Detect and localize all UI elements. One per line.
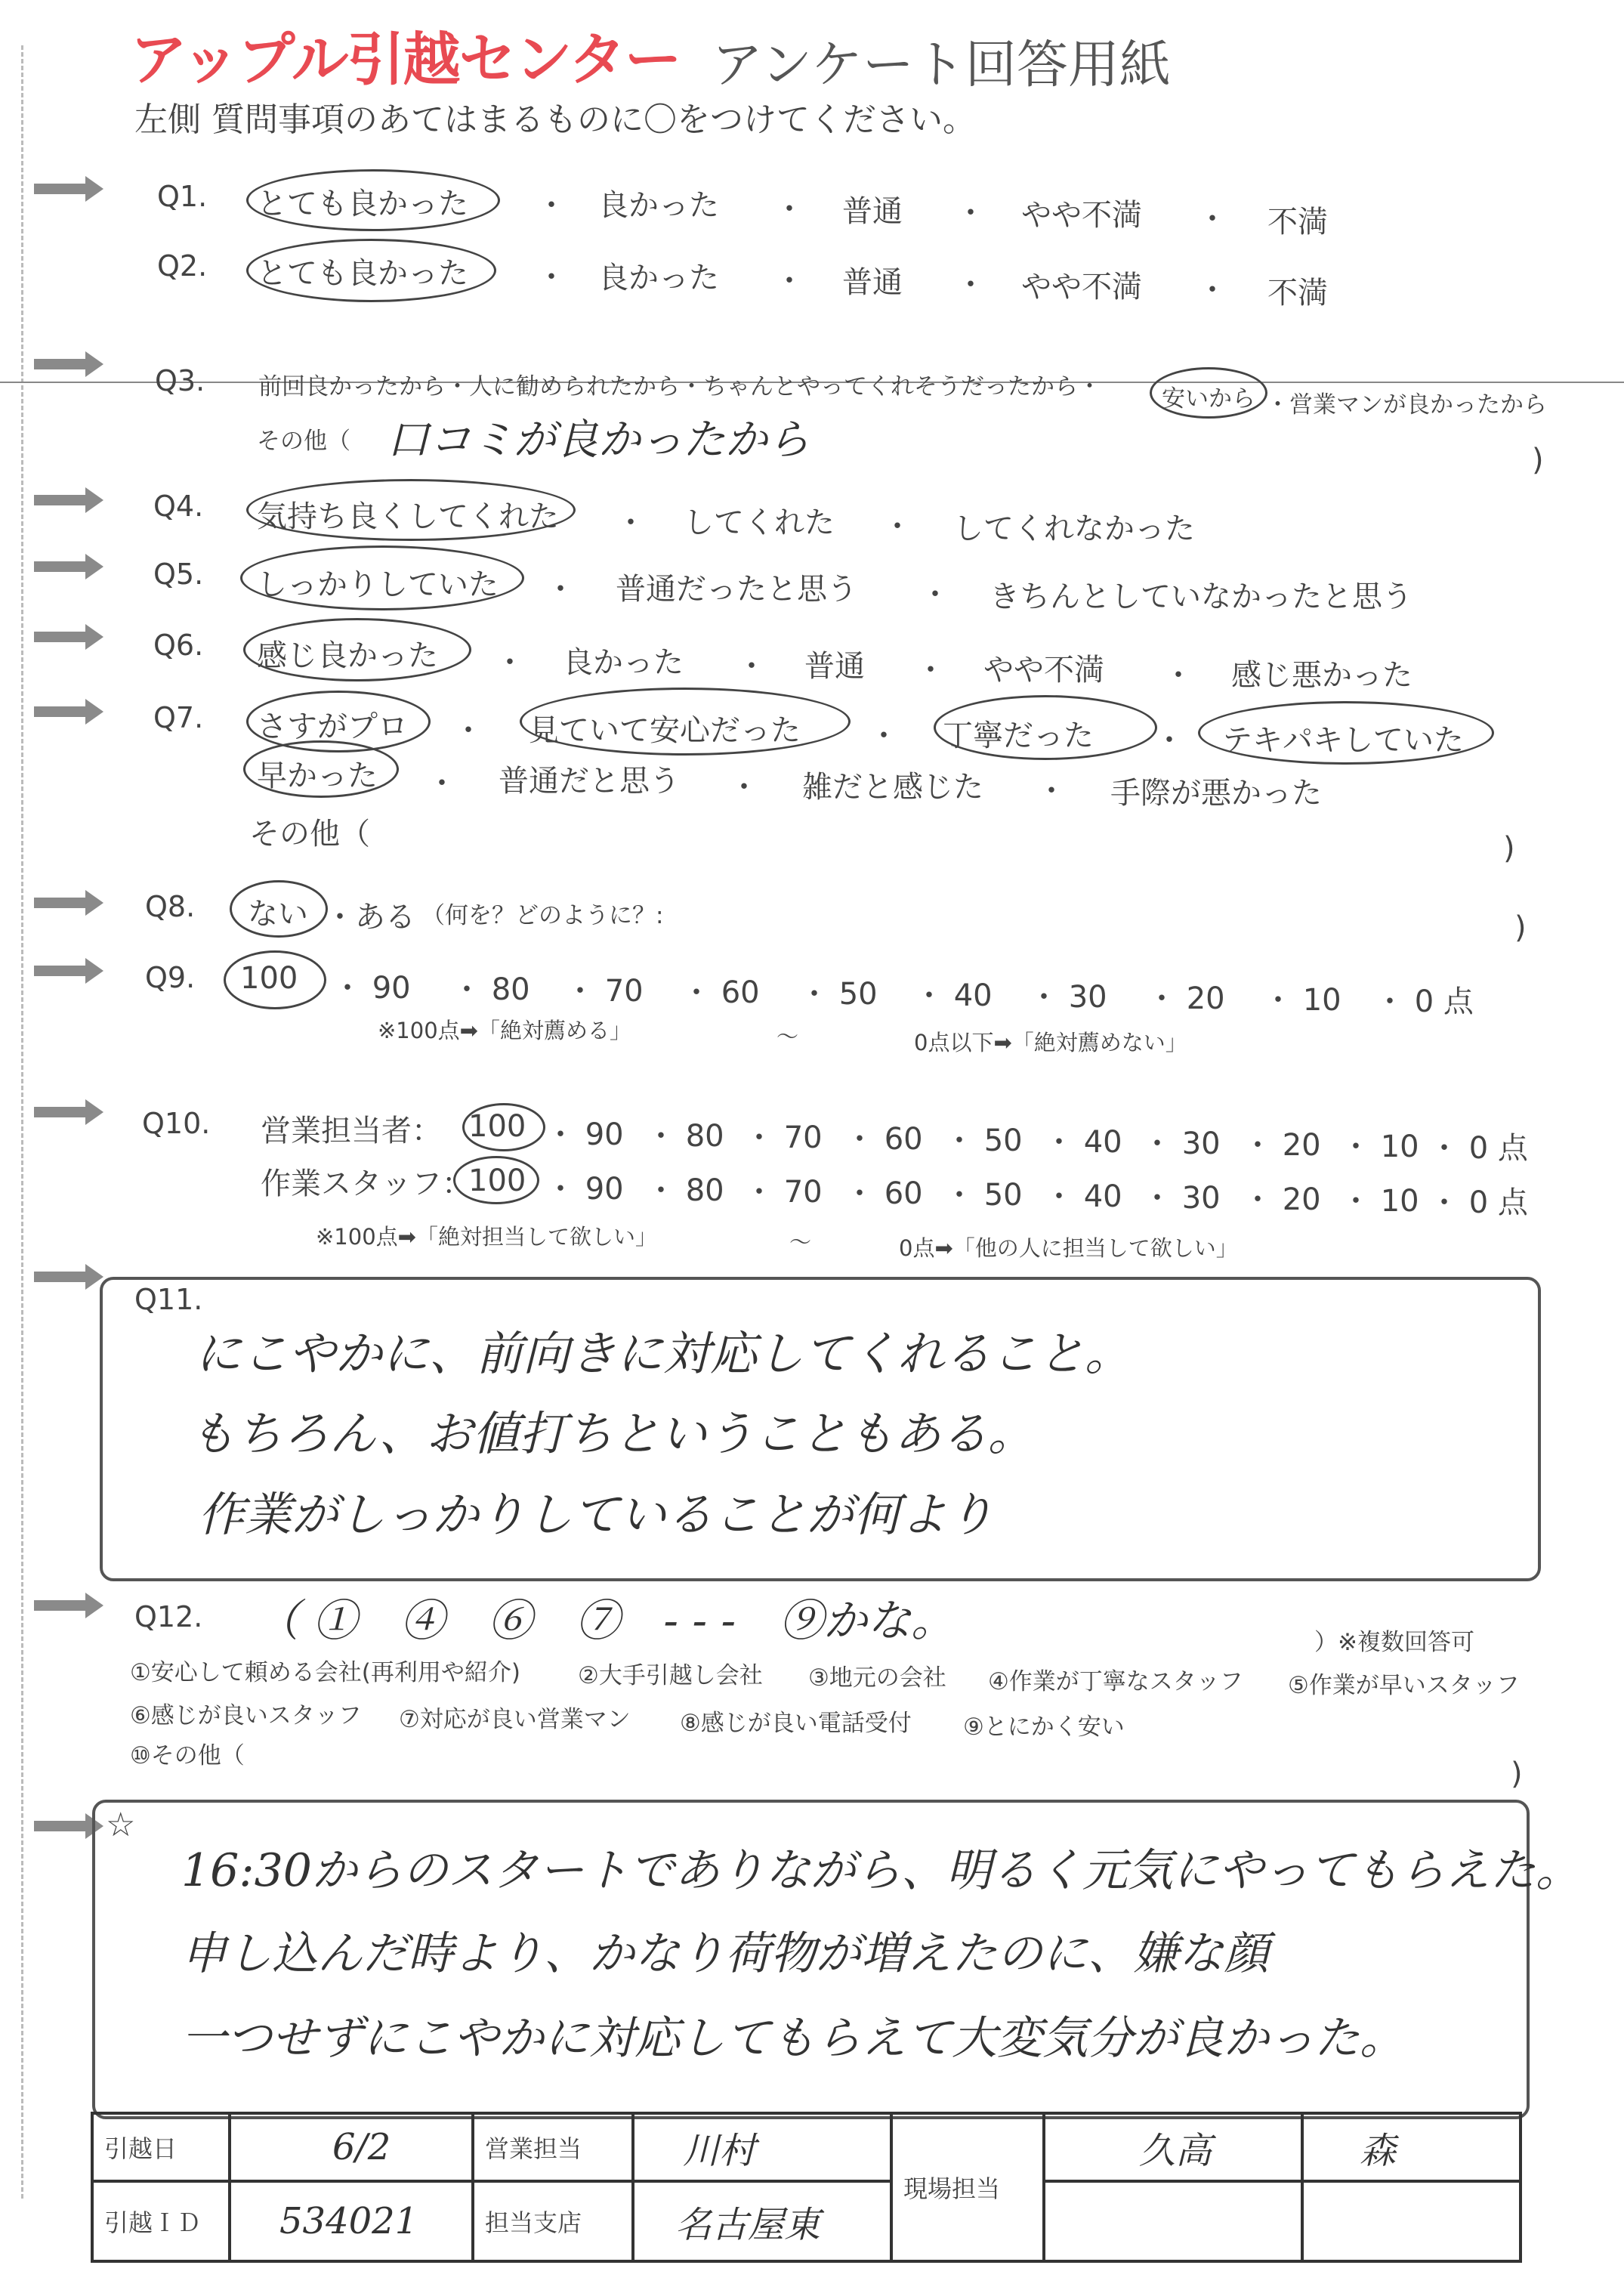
q12-option[interactable]: ⑧感じが良い電話受付 — [680, 1710, 912, 1737]
star-icon: ☆ — [106, 1806, 136, 1844]
q8-option-no[interactable]: ない — [248, 897, 308, 932]
comment-handwritten-line: 16:30からのスタートでありながら、明るく元気にやってもらえた。 — [181, 1844, 1581, 1897]
q8-label: Q8. — [145, 890, 196, 923]
q10-staff-score[interactable]: ・ 30 — [1142, 1181, 1221, 1216]
q10-sales-score[interactable]: ・ 0 点 — [1429, 1131, 1528, 1166]
q6-sep: ・ — [495, 645, 525, 680]
q9-score[interactable]: ・ 10 — [1263, 983, 1341, 1018]
q10-label: Q10. — [142, 1107, 211, 1140]
q7-sep: ・ — [869, 718, 899, 753]
q11-handwritten-line: もちろん、お値打ちということもある。 — [189, 1406, 1035, 1461]
q11-handwritten-line: 作業がしっかりしていることが何より — [198, 1487, 995, 1542]
q12-option[interactable]: ④作業が丁寧なスタッフ — [988, 1668, 1243, 1695]
q6-sep: ・ — [736, 649, 767, 684]
footer-table — [91, 2112, 1522, 2263]
q8-paren: ) — [1514, 910, 1527, 945]
q7-other-label: その他（ — [249, 817, 370, 851]
q10-note-left: ※100点➡「絶対担当して欲しい」 — [316, 1224, 657, 1250]
q12-option[interactable]: ⑥感じが良いスタッフ — [130, 1702, 362, 1729]
margin-arrow — [34, 1821, 87, 1831]
q12-note: ）※複数回答可 — [1314, 1629, 1474, 1656]
q3-option-cheap[interactable]: 安いから — [1162, 385, 1255, 413]
branch-value[interactable] — [633, 2181, 891, 2261]
q8-option-yes[interactable]: ・ある — [325, 900, 415, 935]
q9-score[interactable]: ・ 80 — [452, 972, 530, 1007]
q1-sep: ・ — [774, 192, 804, 227]
q4-sep: ・ — [616, 505, 646, 540]
form-title: アンケート回答用紙 — [712, 36, 1171, 95]
margin-arrow — [34, 632, 87, 642]
q1-label: Q1. — [157, 180, 208, 213]
margin-arrow — [34, 359, 87, 369]
q6-option[interactable]: 感じ良かった — [257, 638, 438, 673]
q2-option[interactable]: 良かった — [598, 261, 719, 295]
q12-option[interactable]: ⑨とにかく安い — [963, 1714, 1125, 1741]
q1-sep: ・ — [956, 196, 986, 230]
q10-sales-score[interactable]: ・ 20 — [1243, 1128, 1321, 1163]
selection-circle — [243, 740, 399, 798]
q7-option[interactable]: 手際が悪かった — [1110, 776, 1322, 811]
q12-option[interactable]: ③地元の会社 — [808, 1664, 946, 1692]
q10-note-right: 0点➡「他の人に担当して欲しい」 — [899, 1235, 1238, 1261]
q10-staff-score[interactable]: ・ 20 — [1243, 1182, 1321, 1217]
q10-staff-score[interactable]: ・ 10 — [1341, 1184, 1419, 1219]
q2-option[interactable]: 不満 — [1267, 276, 1328, 311]
q5-option[interactable]: 普通だったと思う — [616, 572, 857, 607]
q1-option[interactable]: 不満 — [1267, 205, 1328, 239]
selection-circle — [1150, 367, 1267, 419]
q9-score[interactable]: ・ 20 — [1147, 981, 1225, 1016]
q10-staff-score[interactable]: ・ 0 点 — [1429, 1185, 1528, 1220]
q9-score[interactable]: ・ 40 — [914, 978, 993, 1013]
q4-option[interactable]: してくれた — [684, 505, 835, 540]
q9-score[interactable]: 100 — [240, 961, 298, 996]
q7-option[interactable]: さすがプロ — [257, 709, 408, 744]
q6-option[interactable]: やや不満 — [983, 653, 1104, 688]
q7-option[interactable]: 普通だと思う — [499, 764, 680, 799]
selection-circle — [240, 545, 524, 610]
q7-sep: ・ — [729, 770, 759, 805]
q2-option[interactable]: やや不満 — [1021, 270, 1142, 304]
q6-sep: ・ — [1163, 658, 1193, 693]
q9-score[interactable]: ・ 0 点 — [1375, 984, 1474, 1019]
q1-option[interactable]: やや不満 — [1021, 198, 1142, 233]
q9-label: Q9. — [145, 961, 196, 994]
instruction-text: 左側 質問事項のあてはまるものに〇をつけてください。 — [134, 100, 976, 139]
q10-sales-score[interactable]: ・ 30 — [1142, 1126, 1221, 1161]
q10-staff-score[interactable]: ・ 80 — [646, 1173, 724, 1208]
move-id-label: 引越ＩＤ — [92, 2181, 230, 2261]
q10-staff-score[interactable]: ・ 70 — [744, 1175, 823, 1210]
punch-line — [21, 45, 26, 2199]
margin-arrow — [34, 495, 87, 505]
q9-score[interactable]: ・ 60 — [681, 975, 760, 1010]
q6-label: Q6. — [153, 629, 204, 662]
q2-option[interactable]: 普通 — [842, 265, 903, 300]
move-date-label: 引越日 — [92, 2113, 230, 2181]
move-id-value[interactable] — [230, 2181, 473, 2261]
q12-option[interactable]: ①安心して頼める会社(再利用や紹介) — [130, 1659, 520, 1686]
q2-label: Q2. — [157, 249, 208, 283]
move-id-handwritten: 534021 — [279, 2200, 418, 2242]
q9-note-left: ※100点➡「絶対薦める」 — [378, 1018, 631, 1043]
q7-option[interactable]: 雑だと感じた — [802, 770, 983, 805]
branch-label: 担当支店 — [473, 2181, 633, 2261]
q10-staff-label: 作業スタッフ： — [261, 1167, 472, 1201]
q5-sep: ・ — [920, 577, 950, 612]
sales-rep-handwritten: 川村 — [683, 2129, 756, 2172]
q7-option[interactable]: 早かった — [257, 759, 378, 793]
q2-sep: ・ — [1197, 273, 1227, 307]
selection-circle — [246, 479, 576, 541]
q6-option[interactable]: 良かった — [563, 645, 684, 680]
q4-option[interactable]: してくれなかった — [953, 511, 1195, 546]
q9-score[interactable]: ・ 90 — [332, 971, 411, 1006]
q6-option[interactable]: 普通 — [804, 649, 865, 684]
q1-option[interactable]: とても良かった — [257, 187, 468, 221]
q7-sep: ・ — [1154, 723, 1184, 758]
selection-circle — [934, 695, 1157, 760]
q12-answer: （ ① ④ ⑥ ⑦ - - - ⑨かな。 — [255, 1595, 956, 1646]
q10-sales-score[interactable]: ・ 80 — [646, 1119, 724, 1154]
q12-option[interactable]: ⑦対応が良い営業マン — [399, 1706, 631, 1733]
margin-arrow — [34, 898, 87, 908]
q1-option[interactable]: 良かった — [598, 188, 719, 223]
q7-sep: ・ — [427, 766, 457, 801]
site-rep-label: 現場担当 — [891, 2113, 1044, 2261]
q10-sales-score[interactable]: ・ 70 — [744, 1120, 823, 1155]
q7-paren: ) — [1503, 831, 1515, 866]
q10-staff-score[interactable]: ・ 90 — [545, 1172, 624, 1207]
q7-option[interactable]: 見ていて安心だった — [529, 713, 801, 748]
q4-option[interactable]: 気持ち良くしてくれた — [257, 499, 559, 534]
site-rep-empty-1[interactable] — [1044, 2181, 1302, 2261]
q10-sales-label: 営業担当者： — [261, 1114, 442, 1148]
q3-paren: ) — [1532, 443, 1544, 477]
q7-option[interactable]: テキパキしていた — [1222, 723, 1464, 758]
margin-arrow — [34, 1107, 87, 1117]
q8-prompt: （何を？どのように？: — [421, 902, 664, 929]
q10-staff-score[interactable]: ・ 40 — [1044, 1179, 1122, 1214]
margin-arrow — [34, 561, 87, 572]
q2-sep: ・ — [536, 260, 567, 295]
q10-staff-score[interactable]: ・ 50 — [944, 1178, 1023, 1213]
q3-other-label: その他（ — [257, 428, 350, 455]
margin-arrow — [34, 1600, 87, 1611]
site-rep-handwritten: 森 — [1360, 2129, 1397, 2172]
q4-sep: ・ — [882, 509, 912, 544]
q5-option[interactable]: しっかりしていた — [257, 567, 499, 602]
q9-score[interactable]: ・ 50 — [799, 977, 878, 1012]
move-date-handwritten: 6/2 — [332, 2126, 391, 2168]
selection-circle — [520, 688, 851, 756]
q6-option[interactable]: 感じ悪かった — [1231, 658, 1413, 693]
q9-note-right: 0点以下➡「絶対薦めない」 — [914, 1030, 1187, 1055]
q5-option[interactable]: きちんとしていなかったと思う — [990, 579, 1413, 614]
q11-handwritten-line: にこやかに、前向きに対応してくれること。 — [195, 1326, 1132, 1381]
site-rep-value-2[interactable] — [1302, 2113, 1521, 2181]
move-date-value[interactable] — [230, 2113, 473, 2181]
q3-option[interactable]: 前回良かったから・人に勧められたから・ちゃんとやってくれそうだったから・ — [258, 373, 1101, 400]
q11-label: Q11. — [134, 1283, 203, 1316]
margin-arrow — [34, 184, 87, 194]
q10-staff-score[interactable]: ・ 60 — [844, 1176, 923, 1211]
q12-paren: ) — [1511, 1757, 1523, 1791]
q7-sep: ・ — [453, 713, 483, 748]
sales-rep-value[interactable] — [633, 2113, 891, 2181]
q9-tilde: ～ — [776, 1024, 799, 1049]
comment-handwritten-line: 申し込んだ時より、かなり荷物が増えたのに、嫌な顔 — [181, 1927, 1269, 1980]
q6-sep: ・ — [915, 653, 946, 688]
q7-label: Q7. — [153, 701, 204, 734]
branch-handwritten: 名古屋東 — [675, 2203, 821, 2246]
q10-staff-score[interactable]: 100 — [468, 1163, 526, 1198]
q10-tilde: ～ — [789, 1229, 812, 1255]
q2-option[interactable]: とても良かった — [257, 256, 468, 291]
q3-other-handwritten: 口コミが良かったから — [387, 416, 810, 465]
q1-sep: ・ — [536, 188, 567, 223]
selection-circle — [246, 169, 500, 231]
selection-circle — [243, 618, 471, 681]
q1-option[interactable]: 普通 — [842, 194, 903, 229]
sales-rep-label: 営業担当 — [473, 2113, 633, 2181]
q5-label: Q5. — [153, 558, 204, 591]
q2-sep: ・ — [774, 264, 804, 298]
q10-sales-score[interactable]: 100 — [468, 1109, 526, 1144]
selection-circle — [230, 880, 328, 938]
selection-circle — [1198, 701, 1494, 765]
margin-arrow — [34, 1272, 87, 1282]
q7-sep: ・ — [1036, 774, 1067, 808]
brand-title: アップル引越センター — [130, 26, 681, 93]
q3-option[interactable]: ・営業マンが良かったから — [1266, 391, 1547, 419]
q5-sep: ・ — [545, 572, 576, 607]
selection-circle — [246, 239, 496, 302]
q12-option[interactable]: ⑩その他（ — [130, 1742, 245, 1769]
q10-sales-score[interactable]: ・ 60 — [844, 1122, 923, 1157]
q10-sales-score[interactable]: ・ 90 — [545, 1117, 624, 1152]
q3-label: Q3. — [155, 364, 205, 397]
q12-option[interactable]: ②大手引越し会社 — [578, 1662, 763, 1689]
q1-sep: ・ — [1197, 202, 1227, 236]
q10-sales-score[interactable]: ・ 40 — [1044, 1125, 1122, 1160]
q9-score[interactable]: ・ 70 — [565, 974, 644, 1009]
q2-sep: ・ — [956, 267, 986, 302]
site-rep-empty-2[interactable] — [1302, 2181, 1521, 2261]
q10-sales-score[interactable]: ・ 50 — [944, 1123, 1023, 1158]
q9-score[interactable]: ・ 30 — [1029, 980, 1107, 1015]
q12-option[interactable]: ⑤作業が早いスタッフ — [1288, 1672, 1520, 1699]
margin-arrow — [34, 966, 87, 976]
comment-handwritten-line: 一つせずにこやかに対応してもらえて大変気分が良かった。 — [181, 2012, 1405, 2065]
q7-option[interactable]: 丁寧だった — [943, 718, 1094, 753]
margin-arrow — [34, 706, 87, 717]
q4-label: Q4. — [153, 490, 204, 523]
q12-label: Q12. — [134, 1600, 203, 1633]
site-rep-value-1[interactable] — [1044, 2113, 1302, 2181]
site-rep-handwritten: 久高 — [1139, 2129, 1212, 2172]
q10-sales-score[interactable]: ・ 10 — [1341, 1130, 1419, 1164]
